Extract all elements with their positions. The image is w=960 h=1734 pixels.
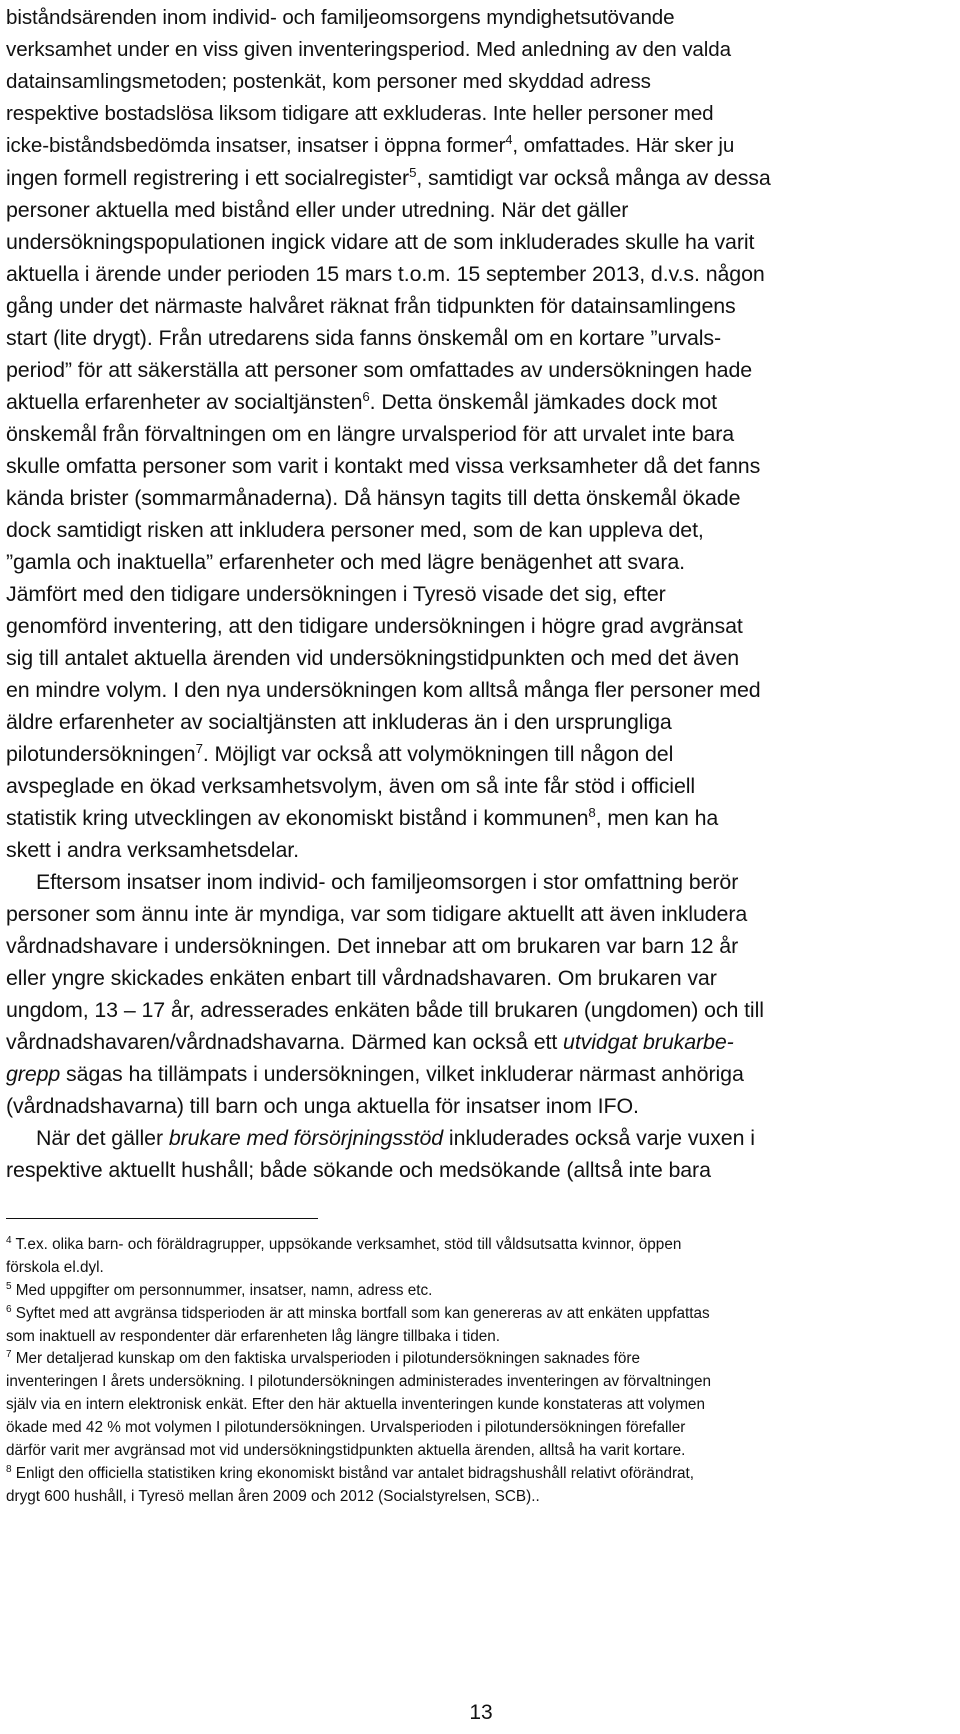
text-span: När det gäller <box>36 1126 169 1150</box>
text-span: pilotundersökningen <box>6 742 196 766</box>
footnote-line <box>6 1486 956 1509</box>
page-number: 13 <box>469 1701 493 1724</box>
footnote-separator <box>6 1218 318 1219</box>
text-span: genomförd inventering, att den tidigare undersökningen i högre grad avgränsat <box>6 614 743 638</box>
footnote-line <box>6 1257 956 1280</box>
text-line <box>6 1154 956 1186</box>
footnote-line <box>6 1348 956 1371</box>
text-span: verksamhet under en viss given inventeringsperiod. Med anledning av den valda <box>6 38 731 61</box>
text-line <box>6 514 956 546</box>
text-span: Jämfört med den tidigare undersökningen i Tyresö visade det sig, efter <box>6 582 666 606</box>
text-span: respektive bostadslösa liksom tidigare att exkluderas. Inte heller personer med <box>6 102 714 125</box>
text-span: själv via en intern elektronisk enkät. Efter den här aktuella inventeringen kunde konstateras att volymen <box>6 1396 705 1414</box>
text-line <box>6 226 956 258</box>
emphasis-term: utvidgat brukarbe- <box>563 1030 734 1054</box>
text-line <box>6 98 956 130</box>
text-line <box>6 162 956 194</box>
text-span: ingen formell registrering i ett socialregister <box>6 166 410 190</box>
text-span: Syftet med att avgränsa tidsperioden är att minska bortfall som kan genereras av att enkäten uppfattas <box>11 1304 710 1322</box>
text-span: gång under det närmaste halvåret räknat från tidpunkten för datainsamlingens <box>6 294 736 318</box>
text-span: statistik kring utvecklingen av ekonomiskt bistånd i kommunen <box>6 806 589 830</box>
text-span: dock samtidigt risken att inkludera personer med, som de kan uppleva det, <box>6 518 704 542</box>
text-span: inventeringen I årets undersökning. I pilotundersökningen administerades inventeringen av förvaltningen <box>6 1373 711 1391</box>
text-span: avspeglade en ökad verksamhetsvolym, även om så inte får stöd i officiell <box>6 774 696 798</box>
text-span: drygt 600 hushåll, i Tyresö mellan åren 2009 och 2012 (Socialstyrelsen, SCB).. <box>6 1487 540 1505</box>
footnote-number: 8 <box>6 1463 12 1475</box>
text-line <box>6 2 956 34</box>
text-line <box>6 642 956 674</box>
text-line <box>6 834 956 866</box>
paragraph-first-line <box>6 1122 956 1154</box>
footnote-number: 4 <box>6 1234 12 1246</box>
footnote-line <box>6 1394 956 1417</box>
text-line <box>6 1026 956 1058</box>
text-line <box>6 482 956 514</box>
text-span: vårdnadshavare i undersökningen. Det innebar att om brukaren var barn 12 år <box>6 934 739 958</box>
text-span: ökade med 42 % mot volymen I pilotundersökningen. Urvalsperioden i pilotundersökningen förefaller <box>6 1419 686 1437</box>
footnote-line <box>6 1417 956 1440</box>
text-line <box>6 898 956 930</box>
text-line <box>6 258 956 290</box>
text-span: . Detta önskemål jämkades dock mot <box>369 390 717 414</box>
text-span: förskola el.dyl. <box>6 1258 104 1276</box>
text-span: , men kan ha <box>595 806 719 830</box>
text-span: icke-biståndsbedömda insatser, insatser i öppna former <box>6 134 506 157</box>
text-span: önskemål från förvaltningen om en längre urvalsperiod för att urvalet inte bara <box>6 422 735 446</box>
footnote-ref: 6 <box>362 388 370 404</box>
text-line <box>6 578 956 610</box>
text-span: ungdom, 13 – 17 år, adresserades enkäten både till brukaren (ungdomen) och till <box>6 998 764 1022</box>
text-line <box>6 322 956 354</box>
emphasis-term: brukare med försörjningsstöd <box>168 1126 444 1150</box>
text-line <box>6 610 956 642</box>
text-span: äldre erfarenheter av socialtjänsten att inkluderas än i den ursprungliga <box>6 710 672 734</box>
text-span: Eftersom insatser inom individ- och familjeomsorgen i stor omfattning berör <box>36 870 739 894</box>
footnote-ref: 7 <box>195 740 203 756</box>
text-span: , samtidigt var också många av dessa <box>416 166 771 190</box>
emphasis-term: grepp <box>6 1062 61 1086</box>
text-span: skett i andra verksamhetsdelar. <box>6 838 299 862</box>
text-span: kända brister (sommarmånaderna). Då hänsyn tagits till detta önskemål ökade <box>6 486 741 510</box>
text-span: start (lite drygt). Från utredarens sida fanns önskemål om en kortare ”urvals- <box>6 326 722 350</box>
footnote-number: 6 <box>6 1303 12 1315</box>
text-line <box>6 802 956 834</box>
footnote-line <box>6 1303 956 1326</box>
text-span: därför varit mer avgränsad mot vid undersökningstidpunkten aktuella ärenden, alltså ha varit kortare. <box>6 1442 686 1460</box>
text-span: datainsamlingsmetoden; postenkät, kom personer med skyddad adress <box>6 70 651 93</box>
footnote-ref: 8 <box>588 804 596 820</box>
text-span: som inaktuell av respondenter där erfarenheten låg längre tillbaka i tiden. <box>6 1327 501 1345</box>
text-span: eller yngre skickades enkäten enbart till vårdnadshavaren. Om brukaren var <box>6 966 717 990</box>
text-span: inkluderades också varje vuxen i <box>443 1126 755 1150</box>
text-span: period” för att säkerställa att personer som omfattades av undersökningen hade <box>6 358 753 382</box>
text-span: Med uppgifter om personnummer, insatser, namn, adress etc. <box>11 1281 433 1299</box>
footnote-line <box>6 1371 956 1394</box>
text-span: aktuella erfarenheter av socialtjänsten <box>6 390 363 414</box>
text-span: personer som ännu inte är myndiga, var som tidigare aktuellt att även inkludera <box>6 902 748 926</box>
footnote-number: 7 <box>6 1349 12 1361</box>
text-line <box>6 962 956 994</box>
text-line <box>6 674 956 706</box>
footnote-line <box>6 1234 956 1257</box>
text-line <box>6 1090 956 1122</box>
footnote-ref: 4 <box>505 132 513 148</box>
text-span: sägas ha tillämpats i undersökningen, vilket inkluderar närmast anhöriga <box>60 1062 744 1086</box>
footnote-line <box>6 1326 956 1349</box>
body-text <box>6 2 956 1186</box>
text-span: (vårdnadshavarna) till barn och unga aktuella för insatser inom IFO. <box>6 1094 639 1118</box>
footnotes <box>6 1234 956 1509</box>
footnote-ref: 5 <box>409 164 417 180</box>
text-span: vårdnadshavaren/vårdnadshavarna. Därmed kan också ett <box>6 1030 564 1054</box>
text-span: , omfattades. Här sker ju <box>512 134 735 157</box>
text-line <box>6 546 956 578</box>
text-line <box>6 1058 956 1090</box>
text-line <box>6 450 956 482</box>
text-span: biståndsärenden inom individ- och familjeomsorgens myndighetsutövande <box>6 6 675 29</box>
text-span: sig till antalet aktuella ärenden vid undersökningstidpunkten och med det även <box>6 646 740 670</box>
footnote-number: 5 <box>6 1280 12 1292</box>
text-span: T.ex. olika barn- och föräldragrupper, uppsökande verksamhet, stöd till våldsutsatta kvinnor, öppen <box>11 1236 682 1253</box>
text-span: undersökningspopulationen ingick vidare att de som inkluderades skulle ha varit <box>6 230 755 254</box>
text-span: skulle omfatta personer som varit i kontakt med vissa verksamheter då det fanns <box>6 454 761 478</box>
text-line <box>6 994 956 1026</box>
text-line <box>6 386 956 418</box>
text-line <box>6 706 956 738</box>
text-span: ”gamla och inaktuella” erfarenheter och med lägre benägenhet att svara. <box>6 550 685 574</box>
text-span: . Möjligt var också att volymökningen till någon del <box>202 742 674 766</box>
footnote-line <box>6 1440 956 1463</box>
text-line <box>6 66 956 98</box>
text-span: Mer detaljerad kunskap om den faktiska urvalsperioden i pilotundersökningen saknades före <box>11 1350 640 1368</box>
footnote-line <box>6 1280 956 1303</box>
text-line <box>6 194 956 226</box>
text-line <box>6 130 956 162</box>
text-line <box>6 418 956 450</box>
text-line <box>6 930 956 962</box>
text-line <box>6 290 956 322</box>
text-line <box>6 770 956 802</box>
text-span: respektive aktuellt hushåll; både sökande och medsökande (alltså inte bara <box>6 1158 711 1182</box>
text-line <box>6 738 956 770</box>
text-line <box>6 34 956 66</box>
text-line <box>6 354 956 386</box>
text-span: personer aktuella med bistånd eller under utredning. När det gäller <box>6 198 629 222</box>
text-span: aktuella i ärende under perioden 15 mars t.o.m. 15 september 2013, d.v.s. någon <box>6 262 765 286</box>
text-span: Enligt den officiella statistiken kring ekonomiskt bistånd var antalet bidragshushåll relativt oförändrat, <box>11 1464 695 1482</box>
footnote-line <box>6 1463 956 1486</box>
text-span: en mindre volym. I den nya undersökningen kom alltså många fler personer med <box>6 678 761 702</box>
paragraph-first-line <box>6 866 956 898</box>
